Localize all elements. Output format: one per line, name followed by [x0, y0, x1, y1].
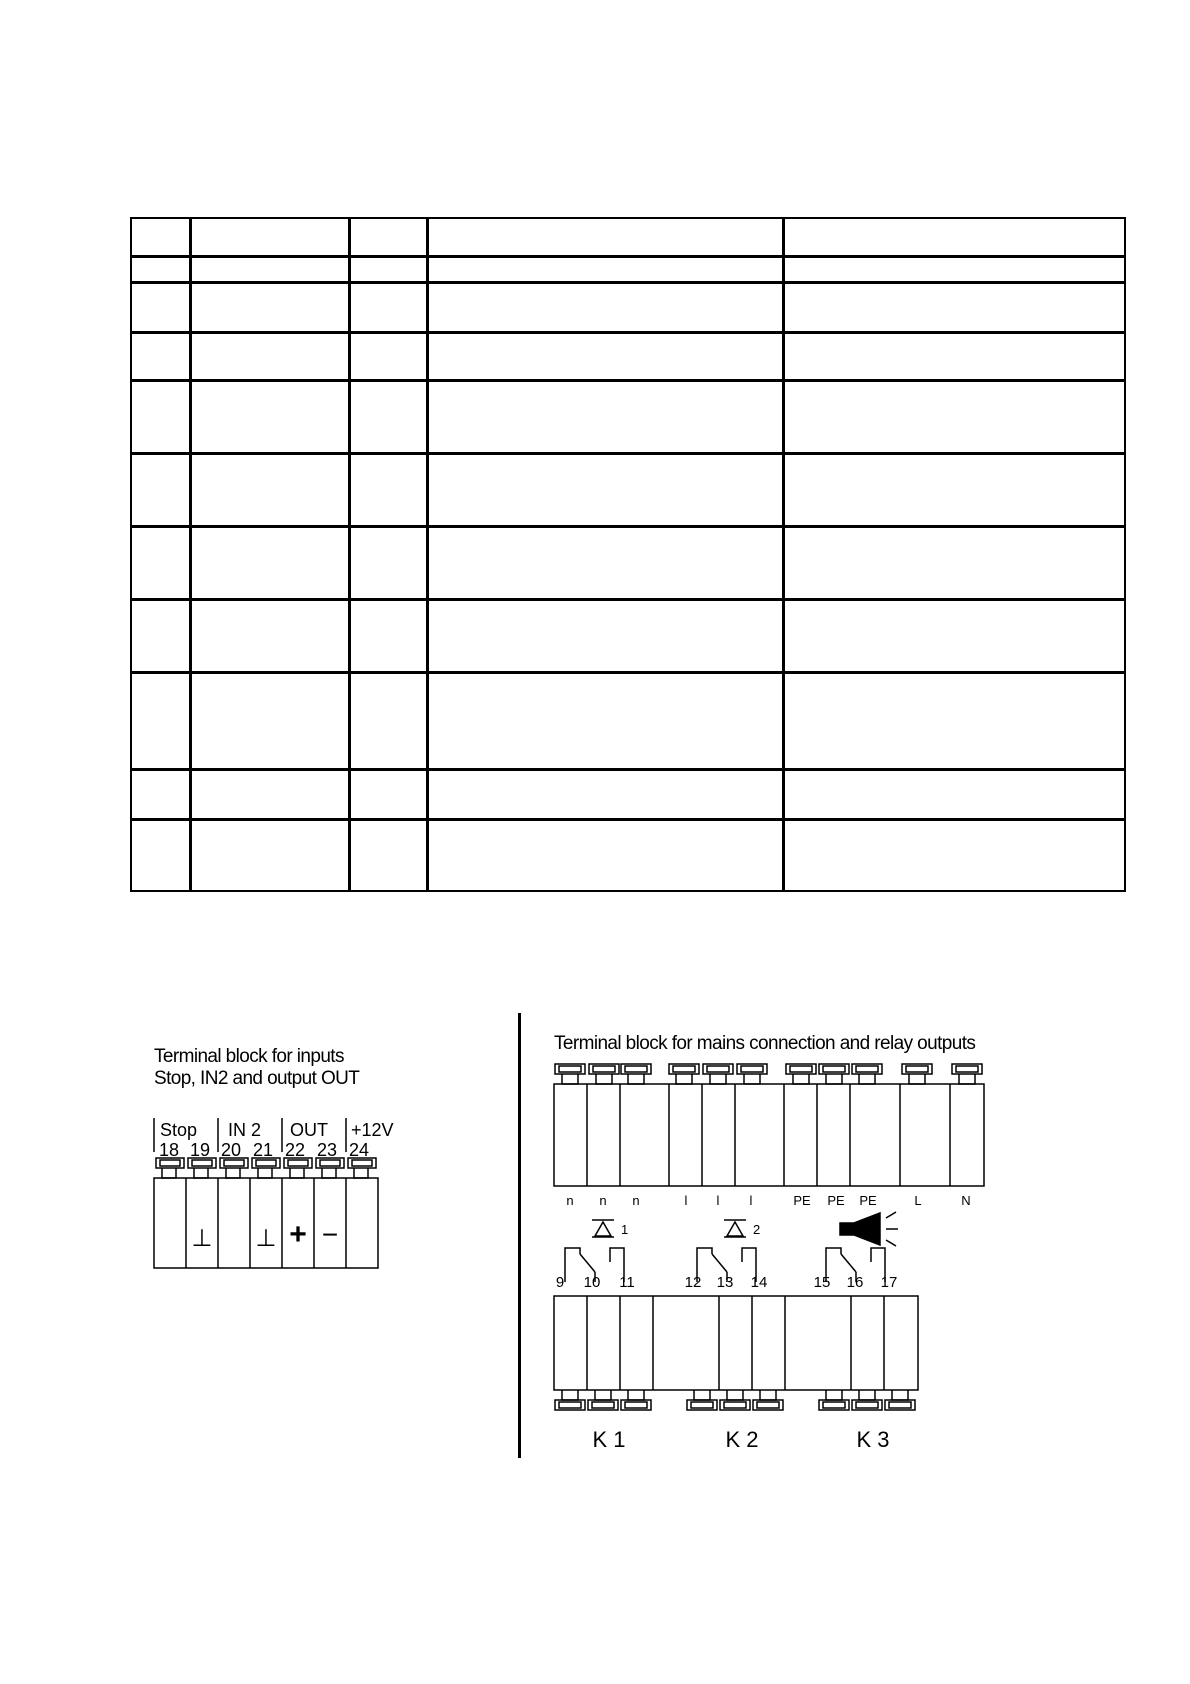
relay-terminal-number: 9 [555, 1274, 565, 1291]
clamp-row [156, 1158, 376, 1178]
relay-block-body [554, 1296, 918, 1390]
terminal-number: 24 [349, 1140, 370, 1160]
mains-clamp-row [555, 1064, 982, 1084]
mains-block-body [554, 1084, 984, 1186]
terminal-number: 21 [253, 1140, 274, 1160]
group-label-in2: IN 2 [228, 1120, 262, 1140]
plus-symbol: + [289, 1218, 307, 1251]
mains-label: n [632, 1193, 640, 1208]
minus-symbol: − [321, 1219, 339, 1250]
relay-terminal-number: 17 [880, 1274, 898, 1291]
relay-clamp-row [555, 1390, 915, 1410]
mains-label: PE [827, 1193, 845, 1208]
mains-label: L [914, 1193, 922, 1208]
relay-terminal-number: 16 [846, 1274, 864, 1291]
relay-terminal-number: 11 [619, 1274, 635, 1291]
relay-terminal-number: 12 [684, 1274, 702, 1291]
relay-label-k3: K 3 [856, 1427, 890, 1452]
relay-label-k1: K 1 [592, 1427, 626, 1452]
left-block-title-line2: Stop, IN2 and output OUT [154, 1068, 360, 1089]
relay-terminal-number: 13 [716, 1274, 734, 1291]
alarm-2-icon [724, 1220, 746, 1237]
ground-symbol: ⊥ [191, 1225, 213, 1252]
terminal-number: 18 [159, 1140, 180, 1160]
mains-label: PE [859, 1193, 877, 1208]
relay-terminal-number: 14 [750, 1274, 768, 1291]
ground-symbol: ⊥ [255, 1225, 277, 1252]
mains-label: l [749, 1193, 753, 1208]
mains-label: n [566, 1193, 574, 1208]
left-block-title-line1: Terminal block for inputs [154, 1046, 344, 1067]
mains-label: l [716, 1193, 720, 1208]
relay-terminal-number: 15 [813, 1274, 831, 1291]
alarm-number: 2 [753, 1222, 761, 1237]
mains-label: l [684, 1193, 688, 1208]
right-block-title: Terminal block for mains connection and relay outputs [554, 1033, 976, 1054]
terminal-number: 23 [317, 1140, 338, 1160]
terminal-number: 22 [285, 1140, 306, 1160]
relay-label-k2: K 2 [725, 1427, 759, 1452]
group-label-12v: +12V [351, 1120, 394, 1140]
group-label-stop: Stop [160, 1120, 198, 1140]
horn-icon [840, 1212, 898, 1246]
mains-label: n [599, 1193, 607, 1208]
mains-label: N [961, 1193, 971, 1208]
alarm-1-icon [592, 1220, 614, 1237]
terminal-number: 20 [221, 1140, 242, 1160]
mains-terminal-block [554, 1064, 984, 1186]
mains-label: PE [793, 1193, 811, 1208]
group-label-out: OUT [290, 1120, 328, 1140]
terminal-number: 19 [190, 1140, 211, 1160]
left-block-body [154, 1178, 378, 1268]
alarm-number: 1 [621, 1222, 629, 1237]
relay-terminal-number: 10 [583, 1274, 601, 1291]
relay-terminal-block [554, 1296, 918, 1410]
